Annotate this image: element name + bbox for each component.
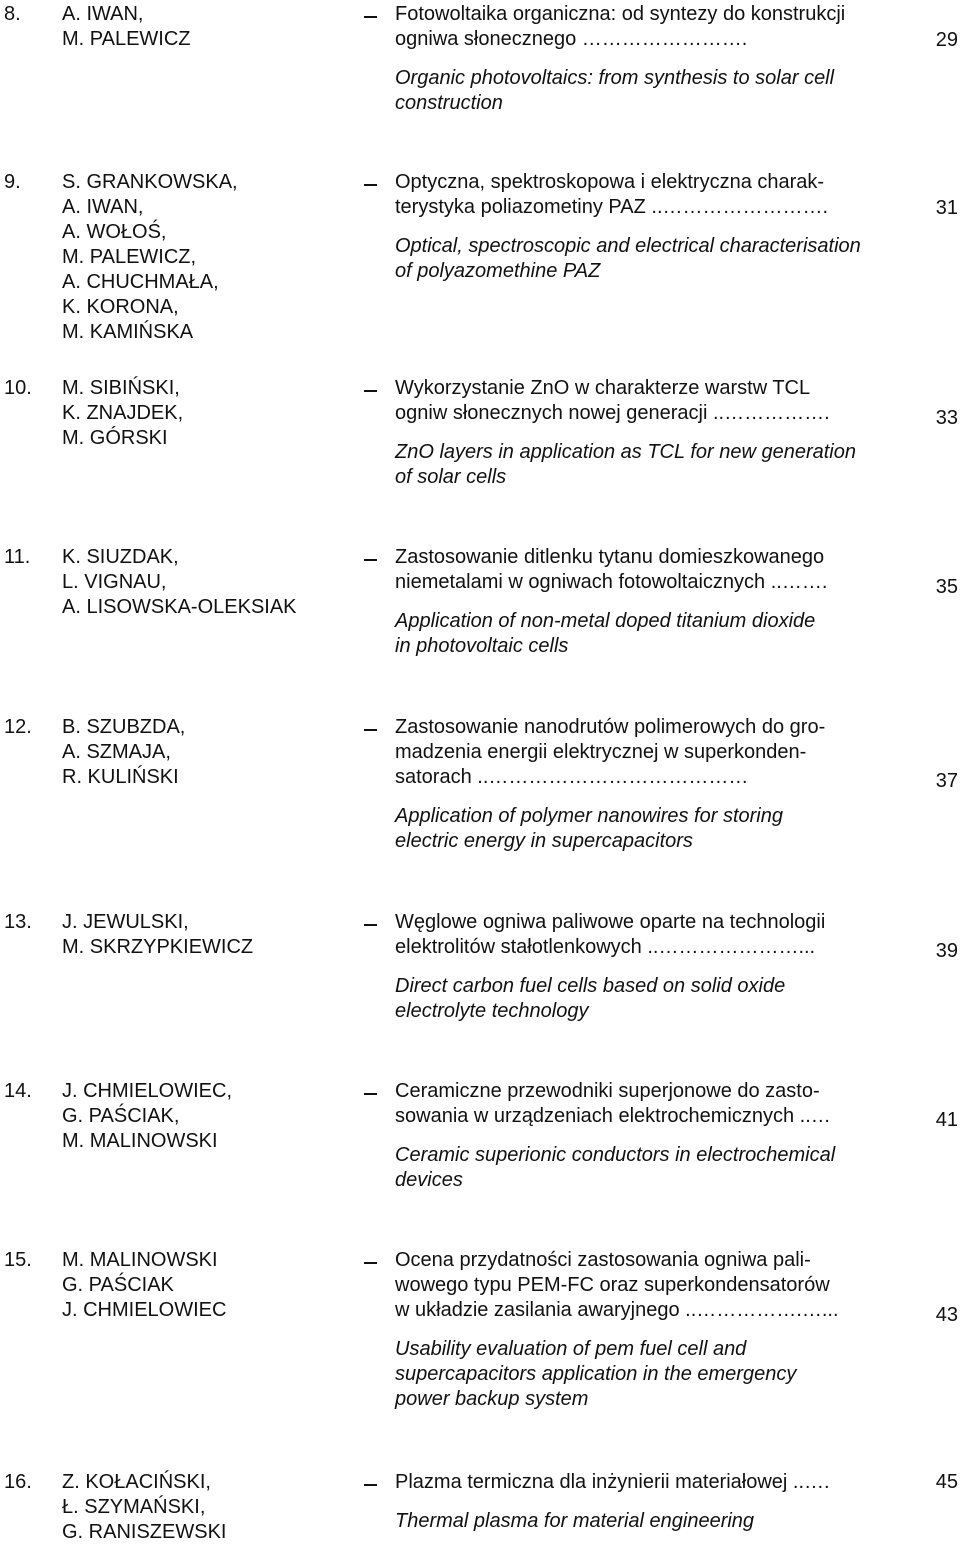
title-line: Wykorzystanie ZnO w charakterze warstw TCL [395, 377, 811, 399]
entry-authors [62, 545, 342, 620]
author: M. PALEWICZ, [62, 246, 197, 268]
entry-titles [395, 1470, 885, 1534]
title-line: Organic photovoltaics: from synthesis to solar cell [395, 67, 835, 89]
entry-authors [62, 2, 342, 52]
entry-number: 12. [4, 716, 32, 738]
title-english [395, 234, 885, 284]
title-line: madzenia energii elektrycznej w superkonden- [395, 741, 807, 763]
title-line: Thermal plasma for material engineering [395, 1510, 755, 1532]
dash-separator [364, 376, 378, 401]
author: S. GRANKOWSKA, [62, 171, 238, 193]
title-english [395, 974, 885, 1024]
title-line: ZnO layers in application as TCL for new generation [395, 441, 856, 463]
title-polish [395, 376, 885, 426]
page-number: 33 [935, 407, 958, 429]
entry-authors [62, 376, 342, 451]
title-line: terystyka poliazometiny PAZ ..……………………. [395, 196, 829, 218]
entry-authors [62, 910, 342, 960]
title-line: devices [395, 1169, 463, 1191]
dash-separator [364, 1248, 378, 1273]
title-english [395, 66, 885, 116]
entry-number: 9. [4, 171, 21, 193]
title-polish [395, 545, 885, 595]
page-number: 35 [935, 576, 958, 598]
dash-separator [364, 910, 378, 935]
dash-separator [364, 170, 378, 195]
title-english [395, 440, 885, 490]
page-number: 43 [935, 1304, 958, 1326]
author: A. CHUCHMAŁA, [62, 271, 219, 293]
title-polish [395, 2, 885, 52]
dash-separator [364, 1470, 378, 1495]
entry-authors [62, 715, 342, 790]
entry-number: 11. [4, 546, 31, 568]
title-line: construction [395, 92, 503, 114]
entry-authors [62, 1079, 342, 1154]
author: J. CHMIELOWIEC [62, 1299, 227, 1321]
entry-number: 15. [4, 1249, 32, 1271]
author: K. ZNAJDEK, [62, 402, 184, 424]
author: M. MALINOWSKI [62, 1249, 218, 1271]
title-line: w układzie zasilania awaryjnego ..…………….…... [395, 1299, 839, 1321]
page-number: 37 [935, 770, 958, 792]
title-line: wowego typu PEM-FC oraz superkondensatorów [395, 1274, 830, 1296]
title-line: supercapacitors application in the emergency [395, 1363, 797, 1385]
author: M. SKRZYPKIEWICZ [62, 936, 254, 958]
title-line: Optyczna, spektroskopowa i elektryczna charak- [395, 171, 825, 193]
title-english [395, 609, 885, 659]
entry-number: 14. [4, 1080, 32, 1102]
page-number: 45 [935, 1471, 958, 1493]
author: K. SIUZDAK, [62, 546, 179, 568]
author: M. MALINOWSKI [62, 1130, 218, 1152]
title-polish [395, 1470, 885, 1495]
entry-titles [395, 2, 885, 116]
entry-titles [395, 715, 885, 854]
author: M. GÓRSKI [62, 427, 168, 449]
dash-separator [364, 2, 378, 27]
author: Z. KOŁACIŃSKI, [62, 1471, 211, 1493]
author: A. SZMAJA, [62, 741, 171, 763]
entry-number: 13. [4, 911, 32, 933]
title-line: in photovoltaic cells [395, 635, 569, 657]
title-line: electric energy in supercapacitors [395, 830, 693, 852]
title-line: Zastosowanie nanodrutów polimerowych do gro- [395, 716, 826, 738]
author: G. RANISZEWSKI [62, 1521, 227, 1543]
entry-number: 16. [4, 1471, 32, 1493]
title-line: niemetalami w ogniwach fotowoltaicznych ..……. [395, 571, 828, 593]
title-line: Application of polymer nanowires for storing [395, 805, 783, 827]
title-line: Węglowe ogniwa paliwowe oparte na technologii [395, 911, 826, 933]
title-line: Zastosowanie ditlenku tytanu domieszkowanego [395, 546, 825, 568]
author: M. KAMIŃSKA [62, 321, 194, 343]
title-english [395, 1337, 885, 1412]
author: R. KULIŃSKI [62, 766, 179, 788]
title-line: Fotowoltaika organiczna: od syntezy do konstrukcji [395, 3, 846, 25]
author: A. IWAN, [62, 196, 144, 218]
title-line: Usability evaluation of pem fuel cell and [395, 1338, 747, 1360]
author: B. SZUBZDA, [62, 716, 186, 738]
title-english [395, 1509, 885, 1534]
entry-titles [395, 170, 885, 284]
title-polish [395, 910, 885, 960]
title-line: Ceramiczne przewodniki superjonowe do zasto- [395, 1080, 820, 1102]
title-line: Ceramic superionic conductors in electrochemical [395, 1144, 836, 1166]
title-line: Optical, spectroscopic and electrical characterisation [395, 235, 861, 257]
title-line: of solar cells [395, 466, 507, 488]
page-number: 31 [935, 197, 958, 219]
author: A. WOŁOŚ, [62, 221, 167, 243]
author: A. LISOWSKA-OLEKSIAK [62, 596, 297, 618]
author: G. PAŚCIAK [62, 1274, 174, 1296]
author: J. CHMIELOWIEC, [62, 1080, 233, 1102]
page-number: 39 [935, 940, 958, 962]
title-line: Direct carbon fuel cells based on solid oxide [395, 975, 786, 997]
title-polish [395, 1079, 885, 1129]
title-english [395, 1143, 885, 1193]
author: G. PAŚCIAK, [62, 1105, 180, 1127]
page-number: 41 [935, 1109, 958, 1131]
entry-authors [62, 1248, 342, 1323]
entry-authors [62, 1470, 342, 1545]
title-line: electrolyte technology [395, 1000, 589, 1022]
title-line: Ocena przydatności zastosowania ogniwa pali- [395, 1249, 811, 1271]
dash-separator [364, 715, 378, 740]
author: A. IWAN, [62, 3, 144, 25]
author: M. PALEWICZ [62, 28, 191, 50]
entry-authors [62, 170, 342, 345]
title-line: Application of non-metal doped titanium dioxide [395, 610, 816, 632]
author: J. JEWULSKI, [62, 911, 189, 933]
title-english [395, 804, 885, 854]
entry-titles [395, 1079, 885, 1193]
entry-titles [395, 1248, 885, 1412]
author: L. VIGNAU, [62, 571, 167, 593]
title-line: of polyazomethine PAZ [395, 260, 601, 282]
dash-separator [364, 545, 378, 570]
title-line: power backup system [395, 1388, 589, 1410]
author: Ł. SZYMAŃSKI, [62, 1496, 206, 1518]
title-polish [395, 1248, 885, 1323]
entry-number: 10. [4, 377, 32, 399]
entry-titles [395, 545, 885, 659]
title-line: sowania w urządzeniach elektrochemicznych ..… [395, 1105, 831, 1127]
title-line: ogniw słonecznych nowej generacji ..……………. [395, 402, 830, 424]
page-number: 29 [935, 29, 958, 51]
author: M. SIBIŃSKI, [62, 377, 180, 399]
title-line: ogniwa słonecznego ……………………. [395, 28, 748, 50]
author: K. KORONA, [62, 296, 179, 318]
title-line: Plazma termiczna dla inżynierii materiałowej ..…. [395, 1471, 830, 1493]
title-polish [395, 170, 885, 220]
title-line: satorach ..………………………………… [395, 766, 749, 788]
dash-separator [364, 1079, 378, 1104]
title-line: elektrolitów stałotlenkowych ..…………………... [395, 936, 816, 958]
entry-titles [395, 910, 885, 1024]
title-polish [395, 715, 885, 790]
entry-titles [395, 376, 885, 490]
entry-number: 8. [4, 3, 21, 25]
